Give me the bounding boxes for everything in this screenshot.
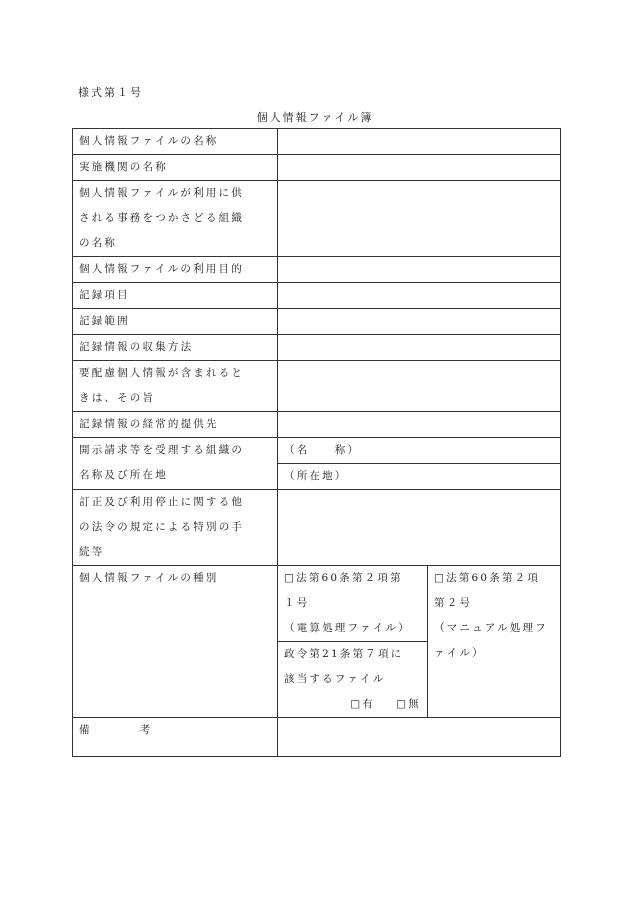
label-special-procedure-line2: の法令の規定による特別の手 <box>79 521 245 533</box>
value-record-scope[interactable] <box>278 309 561 335</box>
label-organization <box>73 181 278 257</box>
label-regular-recipient: 記録情報の経常的提供先 <box>73 412 278 438</box>
file-type-computer-line1: □法第60条第２項第 <box>284 572 403 584</box>
row-collection-method <box>73 335 561 361</box>
label-sensitive-info-line1: 要配慮個人情報が含まれると <box>79 367 245 379</box>
value-organization[interactable] <box>278 181 561 257</box>
file-type-option-computer[interactable] <box>278 566 428 642</box>
label-record-scope: 記録範囲 <box>73 309 278 335</box>
disclosure-address-field[interactable]: （所在地） <box>278 464 561 490</box>
file-type-computer-line2: １号 <box>284 597 310 609</box>
value-regular-recipient[interactable] <box>278 412 561 438</box>
label-sensitive-info-line2: きは、その旨 <box>79 392 156 404</box>
label-disclosure-org <box>73 438 278 490</box>
label-organization-line1: 個人情報ファイルが利用に供 <box>79 187 244 199</box>
row-special-procedure <box>73 490 561 566</box>
register-table <box>72 128 561 757</box>
value-purpose[interactable] <box>278 257 561 283</box>
file-type-manual-line2: 第２号 <box>434 597 473 609</box>
file-type-manual-line4: ァイル） <box>434 647 485 659</box>
row-organization <box>73 181 561 257</box>
label-special-procedure-line1: 訂正及び利用停止に関する他 <box>79 496 245 508</box>
row-file-name <box>73 129 561 155</box>
label-organization-line2: される事務をつかさどる組織 <box>79 212 245 224</box>
ordinance-line1: 政令第21条第７項に <box>284 648 404 660</box>
label-agency-name: 実施機関の名称 <box>73 155 278 181</box>
label-record-items: 記録項目 <box>73 283 278 309</box>
value-agency-name[interactable] <box>278 155 561 181</box>
row-regular-recipient <box>73 412 561 438</box>
label-sensitive-info <box>73 361 278 412</box>
row-disclosure-org-top <box>73 438 561 464</box>
row-remarks <box>73 718 561 757</box>
label-remarks <box>73 718 278 757</box>
ordinance-cell <box>278 642 428 718</box>
value-special-procedure[interactable] <box>278 490 561 566</box>
label-special-procedure <box>73 490 278 566</box>
row-purpose <box>73 257 561 283</box>
label-file-name: 個人情報ファイルの名称 <box>73 129 278 155</box>
row-sensitive-info <box>73 361 561 412</box>
file-type-computer-line3: （電算処理ファイル） <box>284 622 411 634</box>
label-remarks-part1: 備 <box>79 724 92 736</box>
label-disclosure-org-line1: 開示請求等を受理する組織の <box>79 444 245 456</box>
row-record-items <box>73 283 561 309</box>
form-number: 様式第１号 <box>78 86 143 99</box>
label-disclosure-org-line2: 名称及び所在地 <box>79 469 168 481</box>
label-organization-line3: の名称 <box>79 237 118 249</box>
value-collection-method[interactable] <box>278 335 561 361</box>
row-record-scope <box>73 309 561 335</box>
file-type-manual-line3: （マニュアル処理フ <box>434 622 548 634</box>
label-remarks-part2: 考 <box>139 724 153 736</box>
row-file-type-top <box>73 566 561 642</box>
value-file-name[interactable] <box>278 129 561 155</box>
label-file-type: 個人情報ファイルの種別 <box>73 566 278 718</box>
ordinance-line2: 該当するファイル <box>284 673 386 685</box>
label-special-procedure-line3: 続等 <box>79 546 105 558</box>
ordinance-yes-checkbox[interactable]: □有 <box>350 698 376 710</box>
label-purpose: 個人情報ファイルの利用目的 <box>73 257 278 283</box>
file-type-option-manual[interactable] <box>428 566 561 718</box>
label-collection-method: 記録情報の収集方法 <box>73 335 278 361</box>
document-title: 個人情報ファイル簿 <box>256 111 374 124</box>
row-agency-name <box>73 155 561 181</box>
value-remarks[interactable] <box>278 718 561 757</box>
disclosure-name-field[interactable]: （名 称） <box>278 438 561 464</box>
ordinance-no-checkbox[interactable]: □無 <box>396 698 421 710</box>
value-record-items[interactable] <box>278 283 561 309</box>
value-sensitive-info[interactable] <box>278 361 561 412</box>
file-type-manual-line1: □法第60条第２項 <box>434 572 541 584</box>
